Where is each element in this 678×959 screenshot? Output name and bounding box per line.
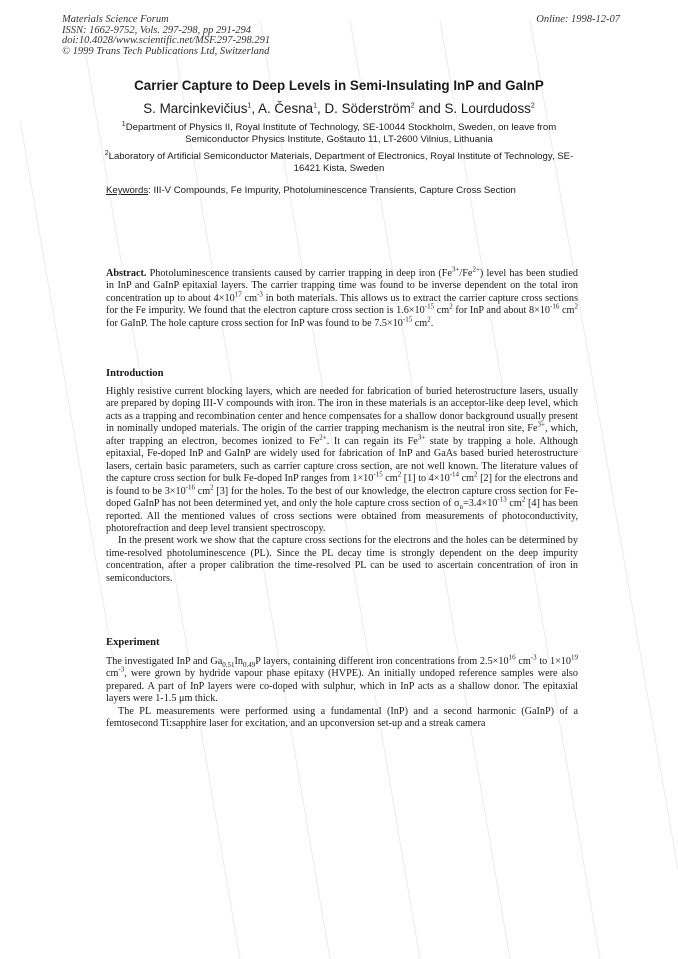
abstract-label: Abstract. — [106, 268, 147, 279]
abstract: Abstract. Photoluminescence transients caused by carrier trapping in deep iron $(Fe^{3+}/Fe^{2+})$ level has been studied in InP and GaInP epitaxial layers. The carrier trapping time was found to be inverse dependent on the total iron concentration up to about $4\times 10^{17}$ $cm^{-3}$ in both materials. This allows us to extract the carrier capture cross sections for the Fe impurity. We found that the electron capture cross section is $1.6\times 10^{-15}$ $cm^2$ for InP and about $8\times 10^{-16}$ $cm^2$ for GaInP. The hole capture cross section for InP was found to be $7.5\times 10^{-15}$ $cm^2$. — [106, 265, 578, 329]
section-heading-experiment: Experiment — [106, 637, 160, 648]
paragraph: The PL measurements were performed using a fundamental (InP) and a second harmonic (GaInP) of a femtosecond Ti:sapphire laser for excitation, and an upconversion set-up and a streak camera — [106, 705, 578, 730]
paper-title: Carrier Capture to Deep Levels in Semi-Insulating InP and GaInP — [134, 78, 544, 93]
author-name: S. Lourdudoss — [444, 101, 531, 116]
keywords — [106, 185, 516, 196]
paragraph: Highly resistive current blocking layers, which are needed for fabrication of buried heterostructure lasers, usually are prepared by doping III-V compounds with iron. The iron in these materials is an acceptor-like deep level, which acts as a trapping and recombination center and hence compensates for a shallow donor background usually present in nominally undoped materials. The origin of the carrier trapping mechanism is the neutral iron site, $Fe^{3+}$, which, after trapping an electron, becomes ionized to $Fe^{2+}$. It can regain its $Fe^{3+}$ state by trapping a hole. Although epitaxial, Fe-doped InP and GaInP are widely used for fabrication of InP and GaAs based buried heterostructure lasers, certain basic parameters, such as carrier capture cross section, are not well known. The literature values of the capture cross section for bulk Fe-doped InP ranges from $1\times 10^{-15}$ $cm^2$ [1] to $4\times 10^{-14}$ $cm^2$ [2] for the electrons and is found to be $3\times 10^{-16}$ $cm^2$ [3] for the holes. To the best of our knowledge, the electron capture cross section for Fe-doped GaInP has not been determined yet, and only the hole capture cross section of $\sigma_n=3.4\times 10^{-13}$ $cm^2$ [4] has been reported. All the mentioned values of cross sections were obtained from measurements of photoconductivity, photorefraction and deep level transient spectroscopy. — [106, 386, 578, 534]
affiliation-mark: 2 — [530, 102, 535, 110]
author-name: A. Česna — [258, 101, 314, 116]
author-list: S. Marcinkevičius$^1$, A. Česna$^1$, D. Söderström$^2$ and S. Lourdudoss$^2$ — [143, 101, 535, 116]
affiliation-mark: 1 — [313, 102, 318, 110]
paragraph: In the present work we show that the capture cross sections for the electrons and the holes can be determined by time-resolved photoluminescence (PL). Since the PL decay time is strongly dependent on the deep impurity concentration, after a proper calibration the time-resolved PL can be used to ascertain concentration of iron in semiconductors. — [106, 535, 578, 584]
paragraph: The investigated InP and $Ga_{0.51}In_{0.49}P$ layers, containing different iron concentrations from $2.5\times 10^{16}$ $cm^{-3}$ to $1\times 10^{19}$ $cm^{-3}$, were grown by hydride vapour phase epitaxy (HVPE). An initially undoped reference samples were also prepared. A part of InP layers were co-doped with sulphur, which in InP acts as a shallow donor. The epitaxial layers were 1-1.5 μm thick. — [106, 653, 578, 705]
affiliation-mark: 1 — [247, 102, 252, 110]
affiliation-mark: 2 — [410, 102, 415, 110]
introduction-body — [106, 386, 578, 585]
journal-header — [62, 15, 270, 57]
author-name: D. Söderström — [324, 101, 411, 116]
experiment-body — [106, 653, 578, 731]
journal-name: Materials Science Forum — [62, 14, 169, 25]
issn-line: ISSN: 1662-9752, Vols. 297-298, pp 291-294 — [62, 24, 251, 36]
copyright-line: © 1999 Trans Tech Publications Ltd, Switzerland — [62, 45, 270, 57]
keywords-text: : III-V Compounds, Fe Impurity, Photoluminescence Transients, Capture Cross Section — [148, 185, 516, 196]
doi-line[interactable]: doi:10.4028/www.scientific.net/MSF.297-298.291 — [62, 35, 271, 47]
online-date: Online: 1998-12-07 — [536, 14, 620, 25]
affiliation-1: $^1$Department of Physics II, Royal Institute of Technology, SE-10044 Stockholm, Sweden, on leave from Semiconductor Physics Institute, Goštauto 11, LT-2600 Vilnius, Lithuania — [121, 120, 557, 145]
author-name: S. Marcinkevičius — [143, 101, 248, 116]
keywords-label: Keywords — [106, 185, 149, 196]
section-heading-introduction: Introduction — [106, 368, 164, 379]
affiliation-2: $^2$Laboratory of Artificial Semiconductor Materials, Department of Electronics, Royal Institute of Technology, SE-16421 Kista, Sweden — [104, 149, 574, 174]
